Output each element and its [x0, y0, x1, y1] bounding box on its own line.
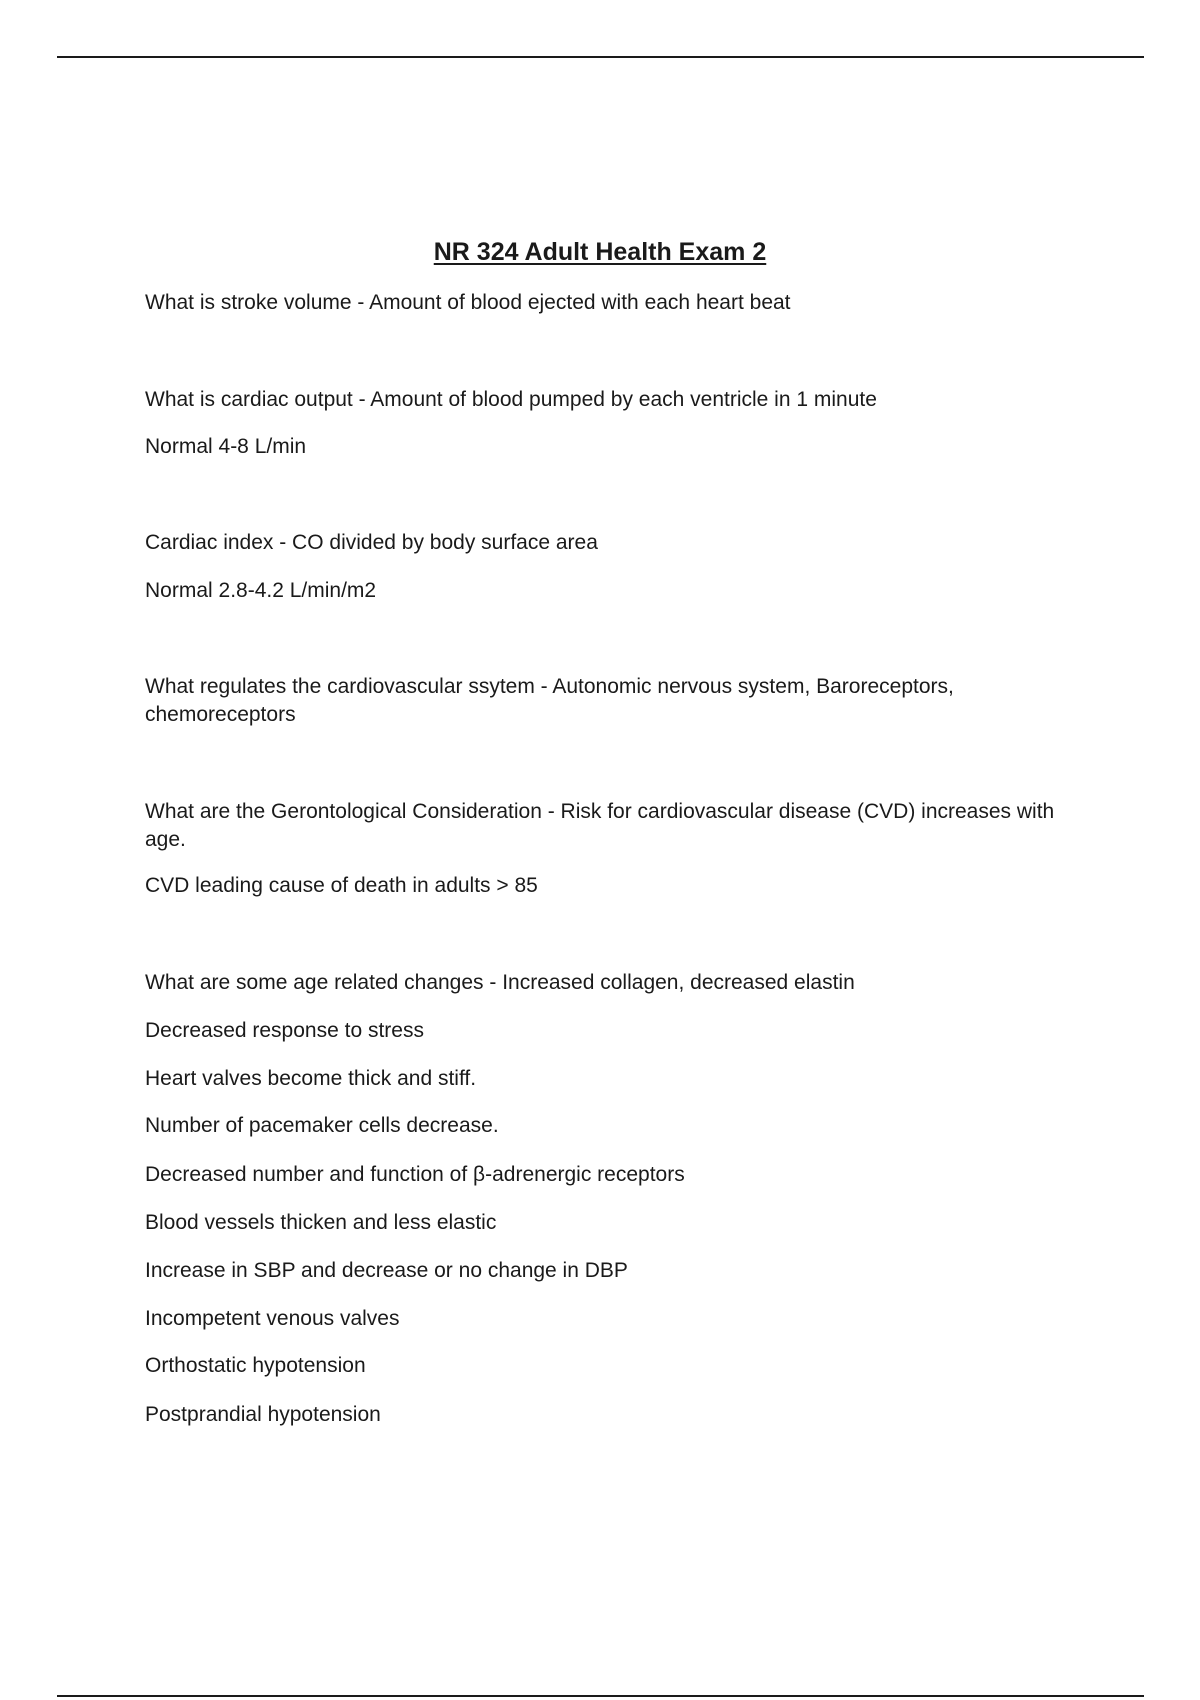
qa-line: Decreased response to stress [145, 1019, 424, 1042]
qa-line: What is stroke volume - Amount of blood ejected with each heart beat [145, 291, 791, 314]
qa-line: CVD leading cause of death in adults > 85 [145, 874, 538, 897]
qa-line: Blood vessels thicken and less elastic [145, 1211, 497, 1234]
qa-line: Postprandial hypotension [145, 1403, 381, 1426]
document-title: NR 324 Adult Health Exam 2 [433, 238, 767, 266]
qa-line: What are some age related changes - Increased collagen, decreased elastin [145, 971, 855, 994]
qa-line: Normal 4-8 L/min [145, 435, 307, 458]
qa-line: What regulates the cardiovascular ssytem - Autonomic nervous system, Baroreceptors, chemoreceptors [145, 675, 954, 726]
footer-rule [57, 1695, 1144, 1697]
qa-line: Normal 2.8-4.2 L/min/m2 [145, 579, 377, 602]
qa-line: Decreased number and function of β-adrenergic receptors [145, 1163, 685, 1186]
qa-line: Cardiac index - CO divided by body surface area [145, 531, 598, 554]
qa-line: Increase in SBP and decrease or no change in DBP [145, 1259, 628, 1282]
qa-line: What is cardiac output - Amount of blood pumped by each ventricle in 1 minute [145, 388, 877, 411]
qa-line: Heart valves become thick and stiff. [145, 1067, 477, 1090]
qa-line: Number of pacemaker cells decrease. [145, 1114, 499, 1137]
qa-line: What are the Gerontological Consideration - Risk for cardiovascular disease (CVD) increases with age. [145, 800, 1055, 851]
qa-line: Orthostatic hypotension [145, 1354, 366, 1377]
qa-line: Incompetent venous valves [145, 1307, 400, 1330]
header-rule [57, 56, 1144, 58]
